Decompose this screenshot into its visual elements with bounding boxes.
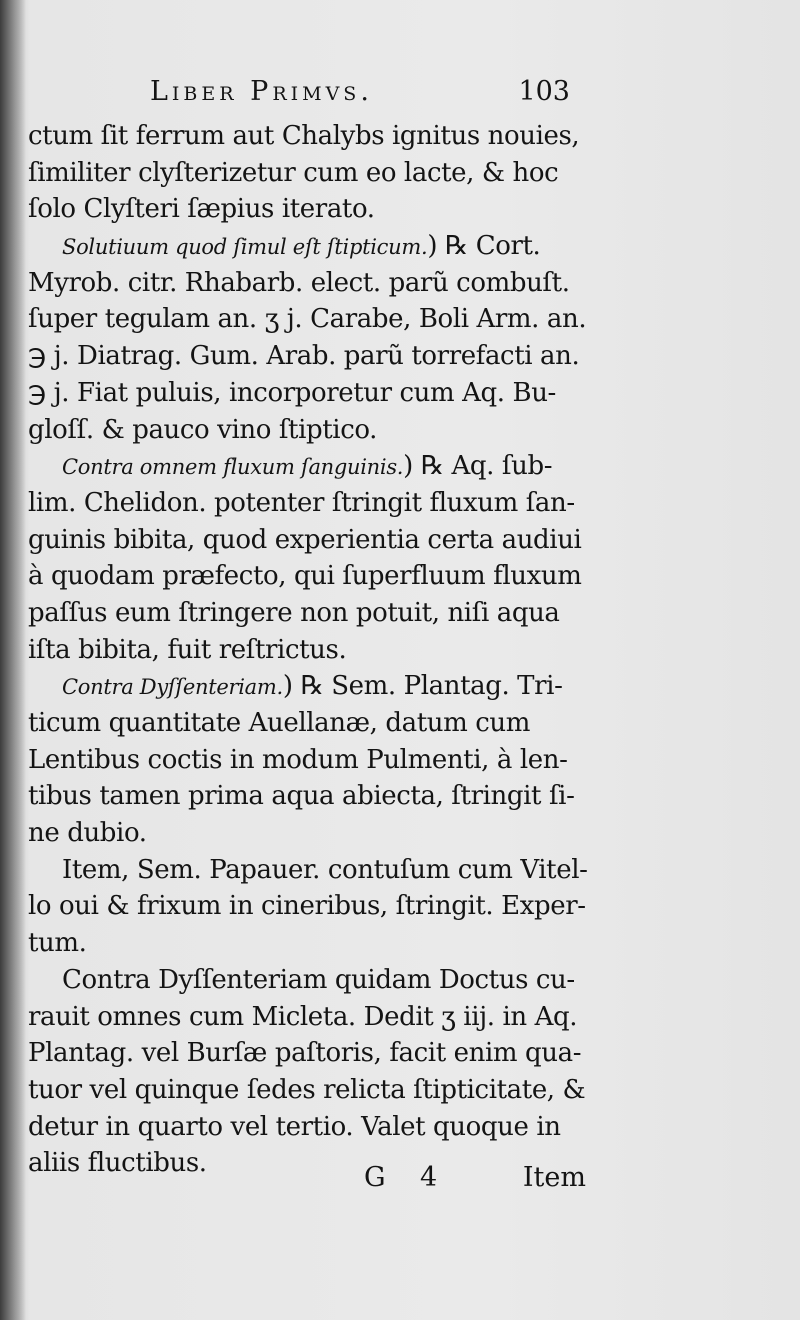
catchword: Item (522, 1162, 586, 1193)
recipe-heading-line (28, 228, 588, 265)
running-head-title: Liber Primvs. (150, 76, 373, 107)
text-line: ) ℞ Aq. ſub- (403, 451, 553, 482)
text-line: lim. Chelidon. potenter ſtringit fluxum ſan- (28, 487, 575, 518)
text-line: ) ℞ Cort. (427, 231, 541, 262)
page-number: 103 (518, 76, 570, 107)
text-line: Plantag. vel Burſæ paſtoris, facit enim qua- (28, 1038, 582, 1069)
text-line: paſſus eum ſtringere non potuit, niſi aqua (28, 597, 560, 628)
recipe-heading-line (28, 668, 588, 705)
text-line: ℈ j. Diatrag. Gum. Arab. parũ torrefacti an. (28, 341, 580, 372)
signature-number: 4 (420, 1162, 438, 1193)
running-head (150, 76, 570, 116)
text-line: gloſſ. & pauco vino ſtiptico. (28, 414, 378, 445)
text-line: tuor vel quinque ſedes relicta ſtipticitate, & (28, 1074, 586, 1105)
page-footer (364, 1162, 586, 1202)
text-line: rauit omnes cum Micleta. Dedit ʒ iij. in Aq. (28, 1001, 578, 1032)
text-line: à quodam præfecto, qui ſuperfluum fluxum (28, 561, 582, 592)
gutter-shadow (0, 0, 26, 1320)
text-line: detur in quarto vel tertio. Valet quoque in (28, 1111, 561, 1142)
text-line: Myrob. citr. Rhabarb. elect. parũ combuſt. (28, 267, 570, 298)
text-line: ℈ j. Fiat puluis, incorporetur cum Aq. Bu- (28, 377, 556, 408)
text-line: ne dubio. (28, 818, 147, 849)
text-line: lo oui & frixum in cineribus, ſtringit. Exper- (28, 891, 586, 922)
text-line: ſimiliter clyſterizetur cum eo lacte, & hoc (28, 157, 559, 188)
recipe-heading: Contra omnem fluxum ſanguinis. (62, 455, 404, 480)
text-line: aliis fluctibus. (28, 1148, 207, 1179)
text-line: guinis bibita, quod experientia certa audiui (28, 524, 582, 555)
text-line: Lentibus coctis in modum Pulmenti, à len- (28, 744, 568, 775)
text-line: ſolo Clyſteri ſæpius iterato. (28, 194, 375, 225)
recipe-heading-line (28, 448, 588, 485)
recipe-heading: Solutiuum quod ſimul eſt ſtipticum. (62, 235, 428, 260)
text-line: ctum ſit ferrum aut Chalybs ignitus nouies, (28, 121, 580, 151)
signature-mark: G (364, 1162, 386, 1193)
text-line: tibus tamen prima aqua abiecta, ſtringit ſi- (28, 781, 575, 812)
text-line: Contra Dyſſenteriam quidam Doctus cu- (62, 964, 575, 995)
text-block (28, 118, 588, 1182)
text-line: Item, Sem. Papauer. contuſum cum Vitel- (62, 854, 588, 885)
text-line: iſta bibita, fuit reſtrictus. (28, 634, 347, 665)
text-line: ) ℞ Sem. Plantag. Tri- (282, 671, 563, 702)
text-line: ticum quantitate Auellanæ, datum cum (28, 708, 531, 738)
recipe-heading: Contra Dyſſenteriam. (62, 675, 283, 700)
text-line: tum. (28, 928, 87, 959)
text-line: ſuper tegulam an. ʒ j. Carabe, Boli Arm. an. (28, 304, 587, 335)
